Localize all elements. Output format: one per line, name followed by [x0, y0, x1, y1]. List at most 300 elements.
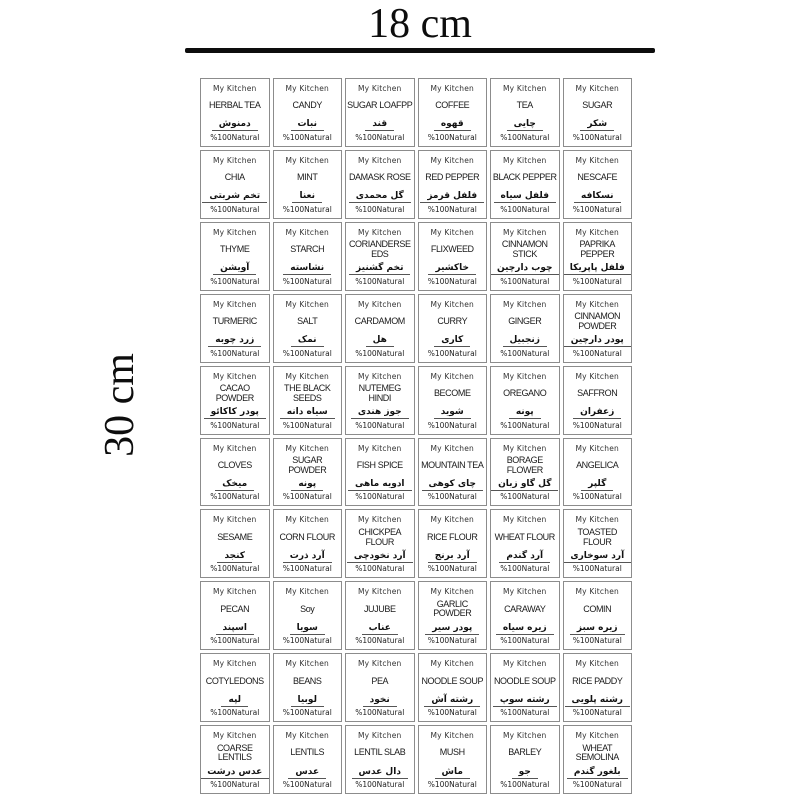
label-cell [345, 294, 415, 363]
label-name-en: NOODLE SOUP [493, 675, 556, 686]
label-natural-text: %100Natural [355, 636, 405, 646]
label-name-en: CARAWAY [504, 603, 546, 614]
label-cell [563, 725, 633, 794]
label-farsi-block [424, 695, 480, 718]
label-cell [200, 294, 270, 363]
label-name-fa: قند [365, 119, 394, 131]
label-name-en: FISH SPICE [356, 459, 403, 470]
width-dimension [185, 2, 655, 53]
label-cell [418, 294, 488, 363]
label-name-fa: پودر سیر [425, 623, 479, 635]
label-farsi-block [425, 623, 479, 646]
label-farsi-block [563, 551, 631, 574]
label-farsi-block [428, 263, 477, 286]
label-cell [563, 78, 633, 147]
label-name-fa: دمنوش [212, 119, 258, 131]
label-cell [490, 581, 560, 650]
label-brand: My Kitchen [358, 587, 402, 597]
label-name-fa: تخم گشنیز [349, 263, 410, 275]
label-name-en: NOODLE SOUP [421, 675, 484, 686]
label-cell [273, 653, 343, 722]
label-name-fa: فلفل سیاه [494, 191, 556, 203]
label-farsi-block [355, 119, 404, 142]
label-cell [345, 222, 415, 291]
label-natural-text: %100Natural [427, 276, 477, 286]
label-name-en: RICE PADDY [572, 675, 623, 686]
label-cell [200, 366, 270, 435]
label-name-en: CINNAMON STICK [501, 239, 548, 259]
label-cell [273, 509, 343, 578]
label-natural-text: %100Natural [210, 780, 260, 789]
label-farsi-block [200, 767, 269, 790]
label-natural-text: %100Natural [355, 564, 405, 574]
label-name-en: FLIXWEED [430, 244, 474, 255]
label-natural-text: %100Natural [282, 492, 332, 502]
label-natural-text: %100Natural [500, 348, 550, 358]
label-cell [418, 653, 488, 722]
label-name-fa: بلغور گندم [567, 767, 628, 779]
label-name-fa: رشته سوپ [493, 695, 557, 707]
label-natural-text: %100Natural [572, 636, 622, 646]
label-natural-text: %100Natural [500, 276, 550, 286]
label-farsi-block [564, 335, 631, 358]
label-name-en: SUGAR POWDER [288, 454, 327, 475]
label-cell [490, 509, 560, 578]
label-name-en: SALT [297, 316, 318, 327]
label-name-en: BORAGE FLOWER [506, 454, 543, 475]
label-brand: My Kitchen [213, 84, 257, 93]
label-brand: My Kitchen [285, 731, 329, 741]
label-cell [200, 78, 270, 147]
label-natural-text: %100Natural [355, 492, 405, 502]
label-brand: My Kitchen [575, 155, 619, 165]
label-brand: My Kitchen [213, 731, 257, 741]
label-natural-text: %100Natural [282, 276, 332, 286]
label-cell [490, 78, 560, 147]
label-name-en: SESAME [217, 531, 253, 542]
label-name-en: COARSE LENTILS [216, 742, 253, 763]
label-name-fa: آرد گندم [499, 551, 550, 563]
label-name-fa: جو [512, 767, 538, 779]
label-name-en: WHEAT FLOUR [494, 531, 555, 542]
label-name-fa: شکر [580, 119, 614, 131]
label-farsi-block [500, 119, 549, 142]
label-name-en: LENTIL SLAB [354, 747, 406, 758]
label-brand: My Kitchen [285, 155, 329, 165]
label-cell [563, 294, 633, 363]
label-name-en: ANGELICA [576, 459, 619, 470]
label-natural-text: %100Natural [572, 708, 622, 718]
label-farsi-block [490, 263, 559, 286]
label-name-en: COTYLEDONS [205, 675, 264, 686]
label-natural-text: %100Natural [500, 132, 550, 142]
label-cell [418, 509, 488, 578]
label-name-fa: خاکشیر [428, 263, 476, 275]
label-brand: My Kitchen [285, 515, 329, 525]
label-cell [563, 509, 633, 578]
label-farsi-block [567, 767, 628, 790]
label-brand: My Kitchen [358, 443, 402, 453]
label-natural-text: %100Natural [210, 492, 260, 502]
label-cell [345, 725, 415, 794]
label-farsi-block [210, 119, 259, 142]
label-natural-text: %100Natural [500, 780, 550, 789]
label-natural-text: %100Natural [427, 708, 477, 718]
label-name-fa: کنجد [217, 551, 252, 563]
label-natural-text: %100Natural [355, 204, 405, 214]
label-name-en: SAFFRON [577, 387, 618, 398]
label-name-fa: پودر کاکائو [204, 407, 266, 419]
label-farsi-block [355, 335, 404, 358]
label-cell [418, 725, 488, 794]
label-natural-text: %100Natural [427, 420, 477, 430]
label-cell [563, 653, 633, 722]
label-brand: My Kitchen [285, 227, 329, 237]
label-name-fa: دال عدس [352, 767, 408, 779]
label-cell [345, 581, 415, 650]
label-brand: My Kitchen [503, 659, 547, 669]
label-natural-text: %100Natural [572, 204, 622, 214]
label-farsi-block [420, 191, 484, 214]
label-name-fa: تخم شربتی [202, 191, 267, 203]
label-natural-text: %100Natural [427, 636, 477, 646]
label-cell [273, 366, 343, 435]
label-name-en: PAPRIKA PEPPER [579, 239, 616, 259]
label-name-en: CANDY [292, 100, 322, 111]
label-natural-text: %100Natural [572, 276, 622, 286]
label-name-en: Soy [300, 603, 315, 614]
label-brand: My Kitchen [430, 227, 474, 237]
label-name-fa: گلپر [581, 479, 613, 491]
label-brand: My Kitchen [358, 84, 402, 93]
label-farsi-block [349, 191, 411, 214]
label-name-fa: ادویه ماهی [348, 479, 412, 491]
label-cell [345, 78, 415, 147]
label-natural-text: %100Natural [500, 492, 550, 502]
label-brand: My Kitchen [285, 443, 329, 453]
label-name-fa: عدس درشت [200, 767, 269, 779]
label-natural-text: %100Natural [427, 564, 477, 574]
label-name-fa: رشته پلویی [565, 695, 630, 707]
label-name-fa: گل گاو زبان [491, 479, 558, 491]
label-brand: My Kitchen [575, 299, 619, 309]
label-natural-text: %100Natural [500, 420, 550, 430]
label-brand: My Kitchen [503, 587, 547, 597]
label-farsi-block [210, 479, 259, 502]
label-farsi-block [210, 551, 259, 574]
label-farsi-block [347, 551, 413, 574]
label-name-en: CHIA [224, 172, 245, 183]
label-cell [563, 581, 633, 650]
label-name-fa: زیره سیاه [496, 623, 554, 635]
label-farsi-block [573, 191, 622, 214]
label-natural-text: %100Natural [355, 348, 405, 358]
label-name-fa: نعنا [292, 191, 322, 203]
label-brand: My Kitchen [430, 731, 474, 741]
label-farsi-block [565, 695, 630, 718]
label-natural-text: %100Natural [355, 780, 405, 789]
label-brand: My Kitchen [503, 371, 547, 381]
label-cell [345, 438, 415, 507]
label-farsi-block [573, 407, 622, 430]
label-cell [490, 222, 560, 291]
label-cell [273, 581, 343, 650]
label-natural-text: %100Natural [572, 132, 622, 142]
label-name-en: BARLEY [508, 747, 542, 758]
label-natural-text: %100Natural [210, 420, 260, 430]
label-name-fa: هل [366, 335, 394, 347]
label-brand: My Kitchen [358, 227, 402, 237]
label-cell [418, 222, 488, 291]
label-farsi-block [428, 551, 477, 574]
label-name-fa: عدس [288, 767, 326, 779]
label-natural-text: %100Natural [210, 204, 260, 214]
label-brand: My Kitchen [503, 299, 547, 309]
label-natural-text: %100Natural [500, 708, 550, 718]
label-name-fa: چوب دارچین [490, 263, 559, 275]
label-farsi-block [573, 479, 622, 502]
label-cell [418, 150, 488, 219]
label-farsi-block [349, 263, 410, 286]
label-brand: My Kitchen [575, 587, 619, 597]
label-name-fa: زنجبیل [503, 335, 547, 347]
label-name-en: CURRY [437, 316, 468, 327]
label-farsi-block [351, 407, 409, 430]
label-name-fa: اسپند [216, 623, 254, 635]
label-natural-text: %100Natural [355, 276, 405, 286]
label-natural-text: %100Natural [282, 708, 332, 718]
label-name-en: CLOVES [217, 459, 252, 470]
label-cell [563, 438, 633, 507]
label-cell [490, 366, 560, 435]
label-brand: My Kitchen [213, 227, 257, 237]
label-name-fa: سیاه دانه [280, 407, 335, 419]
label-farsi-block [352, 767, 408, 790]
label-cell [345, 366, 415, 435]
label-cell [200, 222, 270, 291]
height-dimension-label: 30 cm [97, 353, 143, 457]
label-brand: My Kitchen [285, 299, 329, 309]
label-name-en: HERBAL TEA [208, 100, 261, 111]
label-farsi-block [283, 335, 332, 358]
label-brand: My Kitchen [503, 84, 547, 93]
label-natural-text: %100Natural [427, 780, 477, 789]
label-name-fa: چای کوهی [422, 479, 483, 491]
label-brand: My Kitchen [575, 371, 619, 381]
label-name-en: TOASTED FLOUR [577, 526, 618, 547]
label-cell [273, 78, 343, 147]
label-name-fa: آرد نخودچی [347, 551, 413, 563]
label-brand: My Kitchen [575, 227, 619, 237]
label-name-fa: آرد ذرت [283, 551, 332, 563]
label-name-fa: گل محمدی [349, 191, 411, 203]
label-farsi-block [491, 479, 558, 502]
label-name-en: JUJUBE [363, 603, 396, 614]
label-farsi-block [348, 479, 412, 502]
label-cell [418, 366, 488, 435]
label-brand: My Kitchen [213, 515, 257, 525]
label-farsi-block [428, 407, 477, 430]
label-name-fa: فلفل قرمز [420, 191, 484, 203]
label-farsi-block [500, 767, 549, 790]
label-name-en: THYME [219, 244, 250, 255]
label-natural-text: %100Natural [427, 204, 477, 214]
label-cell [273, 725, 343, 794]
label-name-en: THE BLACK SEEDS [284, 383, 331, 403]
label-cell [418, 78, 488, 147]
label-farsi-block [355, 695, 404, 718]
label-cell [200, 150, 270, 219]
label-cell [418, 438, 488, 507]
label-natural-text: %100Natural [355, 132, 405, 142]
label-name-fa: زعفران [573, 407, 621, 419]
label-name-en: SUGAR [582, 100, 613, 111]
label-name-fa: زرد چوبه [208, 335, 261, 347]
label-brand: My Kitchen [213, 155, 257, 165]
label-natural-text: %100Natural [572, 492, 622, 502]
label-name-en: CACAO POWDER [215, 383, 254, 403]
label-farsi-block [210, 695, 259, 718]
label-brand: My Kitchen [285, 659, 329, 669]
label-name-en: CHICKPEA FLOUR [358, 526, 402, 547]
label-natural-text: %100Natural [572, 780, 622, 789]
label-farsi-block [570, 623, 625, 646]
label-natural-text: %100Natural [282, 132, 332, 142]
label-name-en: RED PEPPER [425, 172, 480, 183]
label-farsi-block [563, 263, 632, 286]
label-name-en: MOUNTAIN TEA [421, 459, 484, 470]
label-cell [490, 438, 560, 507]
label-natural-text: %100Natural [355, 420, 405, 430]
label-name-en: OREGANO [503, 387, 547, 398]
label-farsi-block [496, 623, 554, 646]
label-name-en: NESCAFE [577, 172, 618, 183]
label-brand: My Kitchen [213, 443, 257, 453]
label-farsi-block [500, 335, 549, 358]
label-natural-text: %100Natural [427, 348, 477, 358]
label-cell [418, 581, 488, 650]
label-cell [563, 150, 633, 219]
label-name-fa: زیره سبز [570, 623, 625, 635]
label-natural-text: %100Natural [282, 564, 332, 574]
label-cell [200, 581, 270, 650]
label-name-en: SUGAR LOAFPP [347, 100, 413, 111]
label-name-fa: فلفل پاپریکا [563, 263, 632, 275]
label-name-en: BECOME [433, 387, 471, 398]
label-farsi-block [283, 191, 332, 214]
label-name-en: MUSH [439, 747, 465, 758]
label-brand: My Kitchen [213, 659, 257, 669]
label-brand: My Kitchen [430, 299, 474, 309]
label-brand: My Kitchen [430, 515, 474, 525]
label-name-en: BLACK PEPPER [492, 172, 557, 183]
label-brand: My Kitchen [213, 587, 257, 597]
label-brand: My Kitchen [503, 515, 547, 525]
label-natural-text: %100Natural [572, 564, 622, 574]
label-brand: My Kitchen [358, 371, 402, 381]
label-sheet [200, 78, 632, 794]
label-farsi-block [573, 119, 622, 142]
label-farsi-block [280, 407, 335, 430]
label-natural-text: %100Natural [500, 636, 550, 646]
label-natural-text: %100Natural [500, 204, 550, 214]
label-name-fa: پونه [509, 407, 541, 419]
label-natural-text: %100Natural [282, 636, 332, 646]
label-name-fa: عناب [362, 623, 398, 635]
label-name-fa: میخک [215, 479, 254, 491]
label-cell [490, 294, 560, 363]
label-brand: My Kitchen [575, 731, 619, 741]
label-brand: My Kitchen [358, 299, 402, 309]
label-name-fa: رشته آش [424, 695, 480, 707]
label-brand: My Kitchen [430, 587, 474, 597]
label-name-en: PEA [371, 675, 389, 686]
label-cell [490, 653, 560, 722]
label-name-en: STARCH [290, 244, 325, 255]
label-name-fa: جوز هندی [351, 407, 409, 419]
label-brand: My Kitchen [358, 731, 402, 741]
label-farsi-block [210, 263, 259, 286]
label-name-en: GARLIC POWDER [433, 598, 472, 619]
label-name-en: BEANS [292, 675, 322, 686]
label-cell [273, 150, 343, 219]
label-farsi-block [499, 551, 550, 574]
label-brand: My Kitchen [575, 84, 619, 93]
label-brand: My Kitchen [285, 371, 329, 381]
label-name-en: TEA [516, 100, 533, 111]
label-name-fa: پودر دارچین [564, 335, 631, 347]
label-name-en: COFFEE [435, 100, 470, 111]
label-cell [200, 509, 270, 578]
label-natural-text: %100Natural [282, 420, 332, 430]
label-cell [345, 653, 415, 722]
label-cell [273, 294, 343, 363]
label-farsi-block [500, 407, 549, 430]
label-name-fa: ماش [435, 767, 470, 779]
label-name-en: COMIN [583, 603, 612, 614]
label-farsi-block [494, 191, 556, 214]
label-brand: My Kitchen [430, 155, 474, 165]
label-name-fa: لوبیا [291, 695, 324, 707]
label-brand: My Kitchen [213, 299, 257, 309]
label-brand: My Kitchen [430, 659, 474, 669]
label-natural-text: %100Natural [427, 492, 477, 502]
label-cell [563, 366, 633, 435]
label-natural-text: %100Natural [210, 564, 260, 574]
label-farsi-block [208, 335, 261, 358]
label-cell [490, 150, 560, 219]
label-cell [345, 150, 415, 219]
label-name-en: CINNAMON POWDER [574, 311, 621, 331]
label-cell [563, 222, 633, 291]
label-brand: My Kitchen [575, 659, 619, 669]
label-farsi-block [283, 551, 332, 574]
label-name-en: CORN FLOUR [279, 531, 335, 542]
label-farsi-block [428, 767, 477, 790]
label-name-en: TURMERIC [212, 316, 257, 327]
label-name-fa: چایی [507, 119, 543, 131]
label-name-fa: آرد سوخاری [563, 551, 631, 563]
label-natural-text: %100Natural [210, 348, 260, 358]
label-farsi-block [355, 623, 404, 646]
label-cell [273, 438, 343, 507]
label-farsi-block [428, 119, 477, 142]
label-farsi-block [428, 335, 477, 358]
label-cell [345, 509, 415, 578]
label-brand: My Kitchen [285, 587, 329, 597]
label-name-fa: نشاسته [283, 263, 331, 275]
label-brand: My Kitchen [358, 659, 402, 669]
